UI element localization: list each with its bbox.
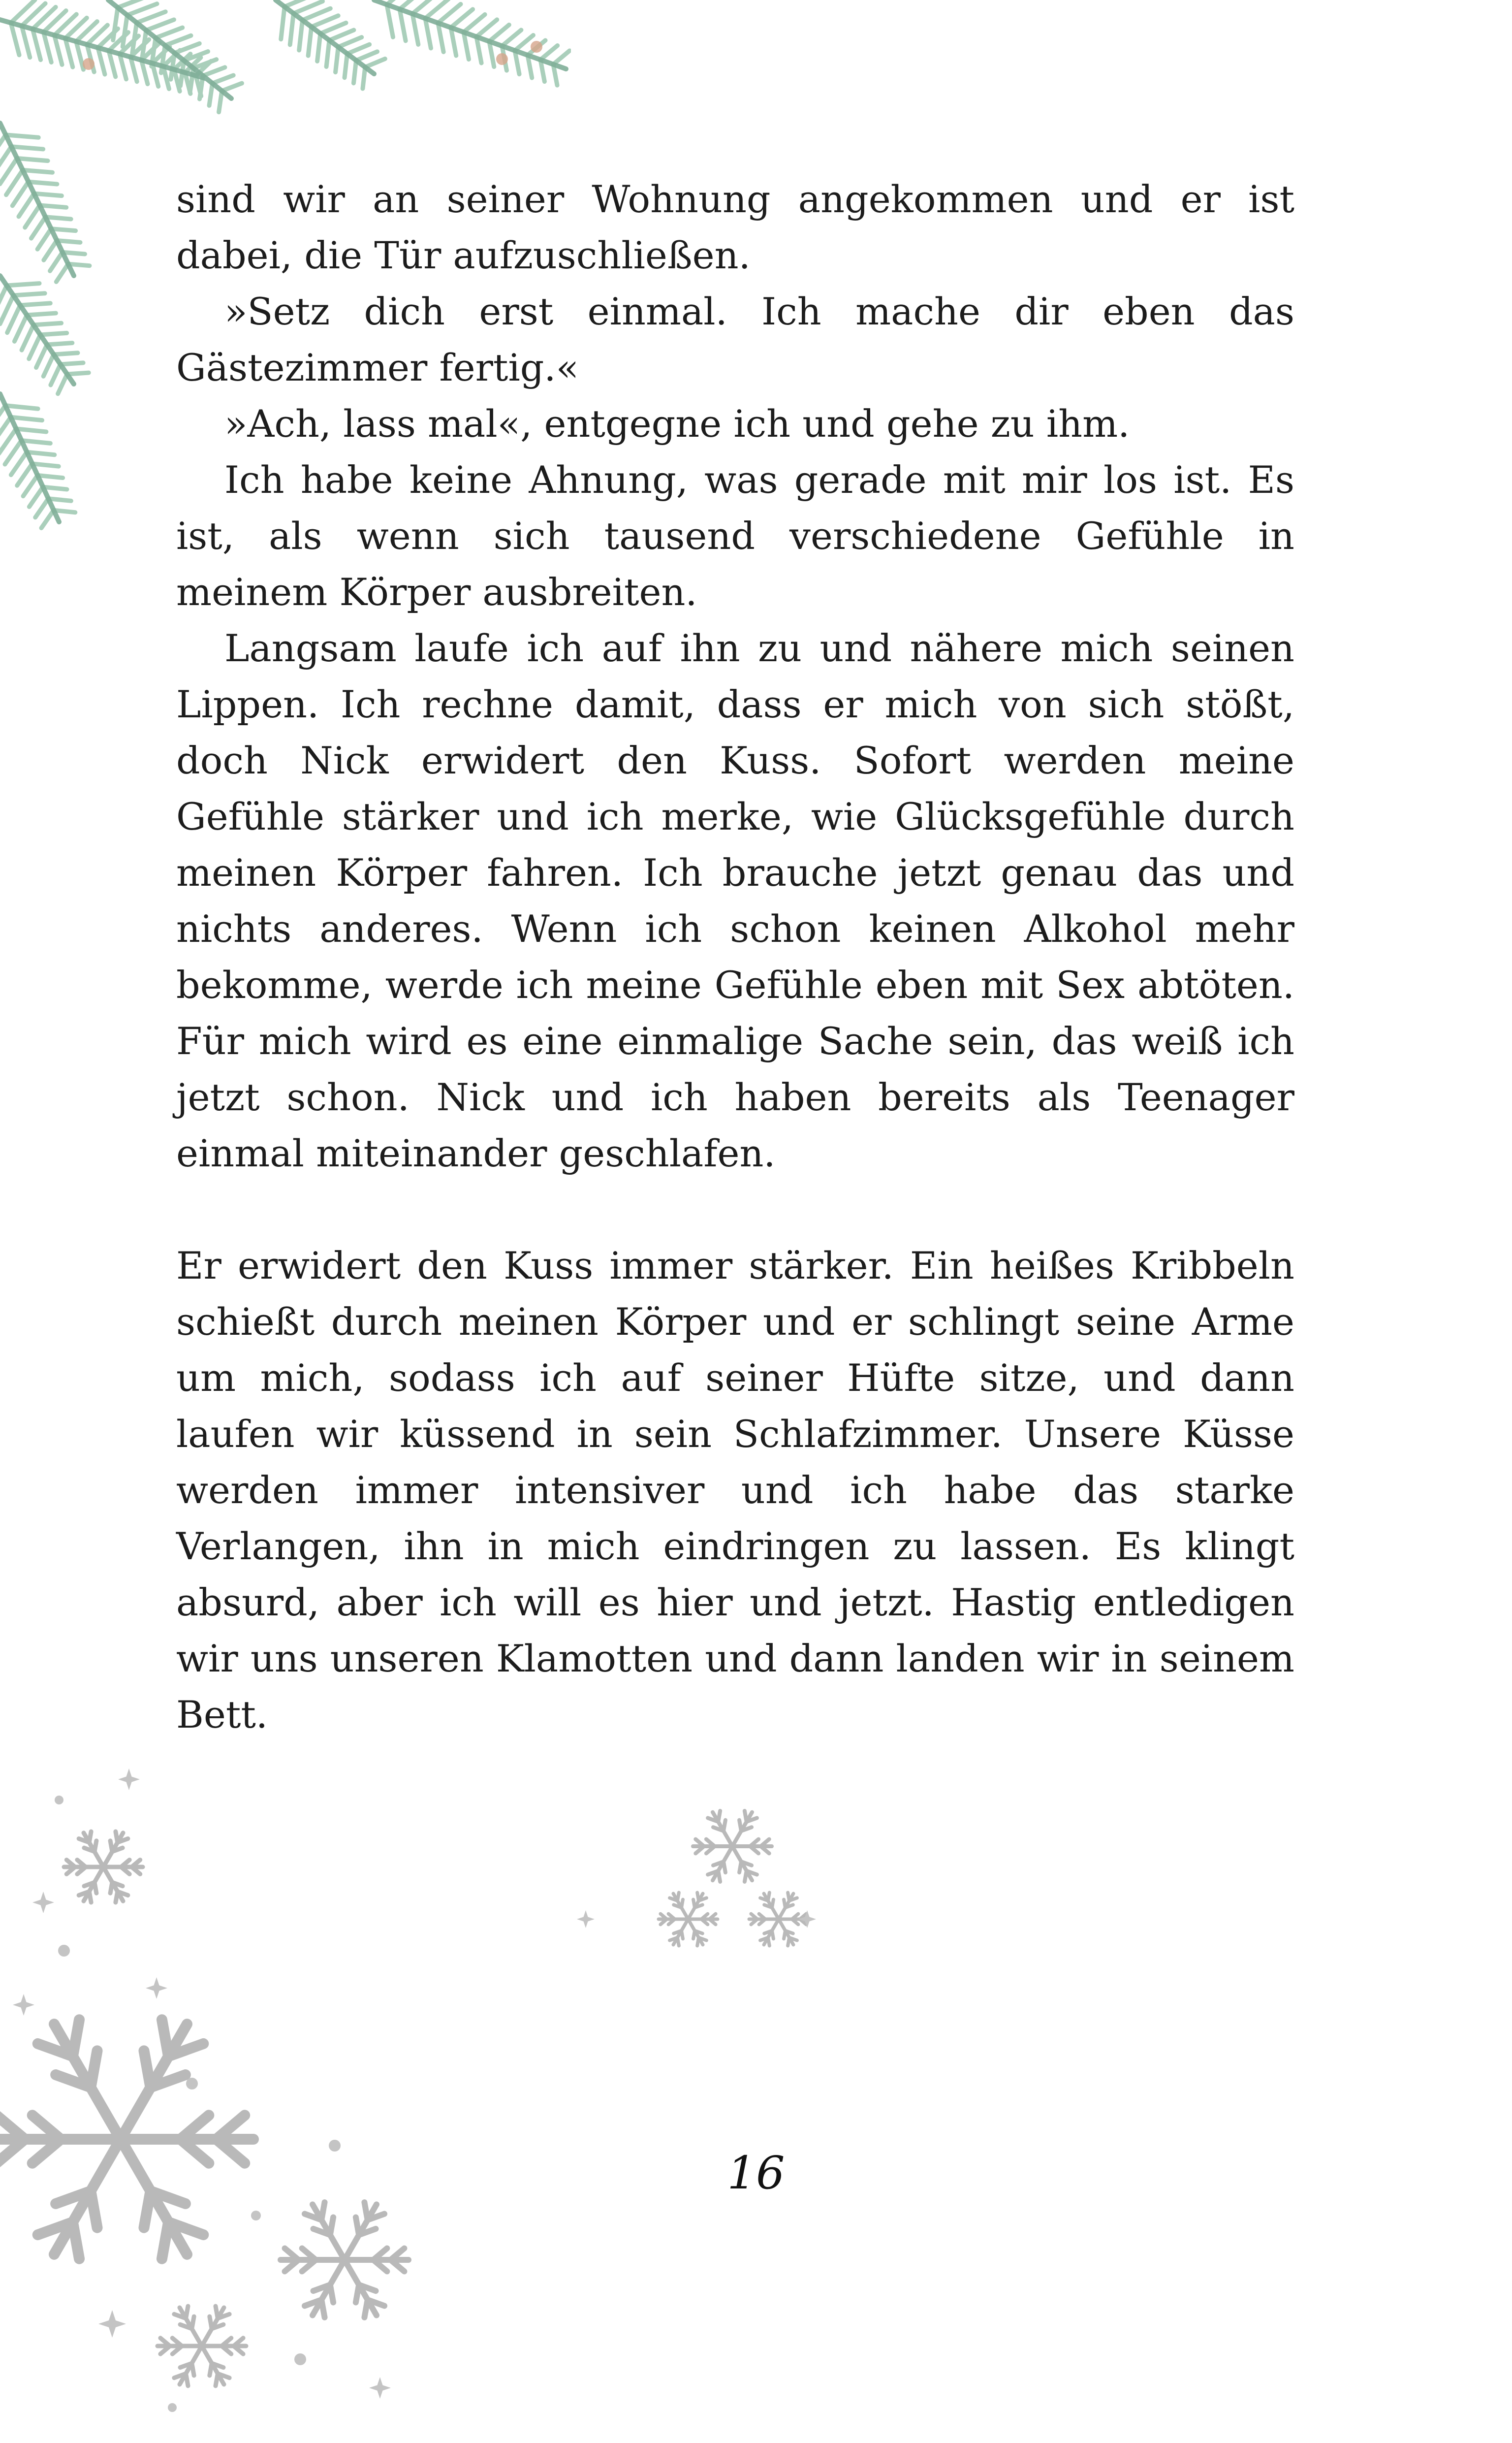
snowflakes-icon <box>0 1753 1512 2443</box>
page-number: 16 <box>727 2147 785 2199</box>
paragraph: »Setz dich erst einmal. Ich mache dir eben das Gästezimmer fertig.« <box>176 289 1294 389</box>
paragraph: Ich habe keine Ahnung, was gerade mit mir los ist. Es ist, als wenn sich tausend verschiedene Gefühle in meinem Körper ausbreiten. <box>176 458 1294 614</box>
paragraph: »Ach, lass mal«, entgegne ich und gehe zu ihm. <box>224 402 1130 446</box>
section-break <box>176 1182 1294 1238</box>
paragraph: Langsam laufe ich auf ihn zu und nähere mich seinen Lippen. Ich rechne damit, dass er mich von sich stößt, doch Nick erwidert den Kuss. Sofort werden meine Gefühle stärker und ich merke, wie Glücksgefühle durch meinen Körper fahren. Ich brauche jetzt genau das und nichts anderes. Wenn ich schon keinen Alkohol mehr bekomme, werde ich meine Gefühle eben mit Sex abtöten. Für mich wird es eine einmalige Sache sein, das weiß ich jetzt schon. Nick und ich haben bereits als Teenager einmal miteinander geschlafen. <box>176 626 1294 1175</box>
body-text <box>176 171 1294 1743</box>
paragraph: Er erwidert den Kuss immer stärker. Ein heißes Kribbeln schießt durch meinen Körper und er schlingt seine Arme um mich, sodass ich auf seiner Hüfte sitze, und dann laufen wir küssend in sein Schlafzimmer. Unsere Küsse werden immer intensiver und ich habe das starke Verlangen, ihn in mich eindringen zu lassen. Es klingt absurd, aber ich will es hier und jetzt. Hastig entledigen wir uns unseren Klamotten und dann landen wir in seinem Bett. <box>176 1244 1294 1736</box>
paragraph: sind wir an seiner Wohnung angekommen und er ist dabei, die Tür aufzuschließen. <box>176 177 1294 277</box>
